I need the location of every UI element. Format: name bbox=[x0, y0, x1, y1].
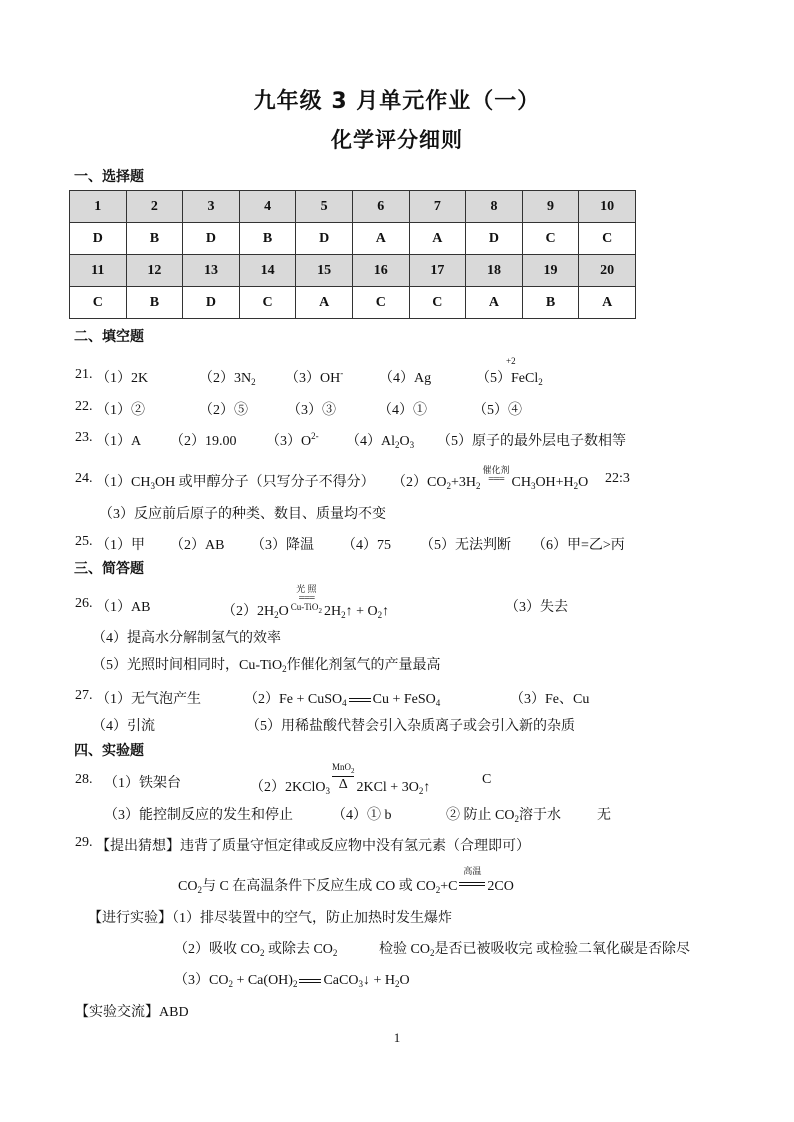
answer-part: 【提出猜想】违背了质量守恒定律或反应物中没有氢元素（合理即可） bbox=[96, 839, 530, 854]
equals-sign bbox=[349, 698, 371, 702]
answer-part: （4）Ag bbox=[379, 371, 432, 386]
table-cell: D bbox=[183, 223, 240, 255]
reaction-condition: 光 照 === Cu-TiO$_2$ bbox=[290, 584, 322, 615]
answer-part: （1）2K bbox=[96, 371, 149, 386]
table-cell: D bbox=[70, 223, 127, 255]
table-cell: A bbox=[409, 223, 466, 255]
answer-part: 【进行实验】（1）排尽装置中的空气，防止加热时发生爆炸 bbox=[88, 911, 452, 926]
table-cell: 13 bbox=[183, 255, 240, 287]
answer-part: （4）75 bbox=[342, 538, 391, 553]
table-cell: 14 bbox=[239, 255, 296, 287]
answer-part: （4）① bbox=[378, 403, 427, 418]
answer-part: （1）无气泡产生 bbox=[96, 692, 201, 707]
answer-part: （5）无法判断 bbox=[420, 538, 511, 553]
table-cell: D bbox=[466, 223, 523, 255]
answer-part: （5）原子的最外层电子数相等 bbox=[437, 434, 626, 449]
answer-part: （2）⑤ bbox=[199, 403, 248, 418]
answer-part: $(3)O^{2-}$ bbox=[266, 431, 319, 449]
reaction-condition: 催化剂 === bbox=[482, 464, 510, 485]
table-cell: D bbox=[183, 287, 240, 319]
table-cell: C bbox=[352, 287, 409, 319]
question-number: 22. bbox=[75, 399, 93, 414]
table-cell: 11 bbox=[70, 255, 127, 287]
answer-part: （2）Fe + CuSO$_4$ Cu + FeSO$_4$ bbox=[244, 692, 441, 708]
answer-part: （3）Fe、Cu bbox=[510, 692, 590, 707]
table-cell: B bbox=[239, 223, 296, 255]
question-number: 27. bbox=[75, 688, 93, 703]
choice-answer-table bbox=[69, 190, 636, 319]
answer-part: （3）OH- bbox=[285, 368, 344, 386]
answer-part: （5）FeCl$_2$ +2 bbox=[476, 356, 543, 387]
table-row bbox=[70, 255, 636, 287]
answer-part: （6）甲=乙>丙 bbox=[532, 538, 625, 553]
answer-part: （5）光照时间相同时，Cu-TiO$_2$作催化剂氢气的产量最高 bbox=[92, 658, 441, 674]
answer-part: （4）① b bbox=[332, 808, 392, 823]
section-experiment: 四、实验题 bbox=[74, 743, 144, 759]
answer-part: （2）2KClO$_3$ MnO$_2$ Δ $2KCl + 3O_2↑$ bbox=[250, 762, 431, 796]
answer-part: $CO_2$与 C 在高温条件下反应生成 CO 或 $CO_2+C$ 高温 2CO bbox=[178, 866, 514, 896]
answer-part: （3）③ bbox=[287, 403, 336, 418]
answer-part: C bbox=[482, 772, 492, 787]
table-cell: 18 bbox=[466, 255, 523, 287]
table-row bbox=[70, 287, 636, 319]
table-cell: 15 bbox=[296, 255, 353, 287]
table-cell: 6 bbox=[352, 191, 409, 223]
table-cell: C bbox=[522, 223, 579, 255]
answer-part: （5）④ bbox=[473, 403, 522, 418]
page-number: 1 bbox=[393, 1030, 401, 1045]
table-cell: 2 bbox=[126, 191, 183, 223]
answer-part: $(1)CH_3OH$ 或甲醇分子（只写分子不得分） bbox=[96, 475, 375, 491]
answer-part: （5）用稀盐酸代替会引入杂质离子或会引入新的杂质 bbox=[246, 719, 575, 734]
answer-part: 22:3 bbox=[605, 471, 630, 486]
table-cell: 8 bbox=[466, 191, 523, 223]
table-cell: 20 bbox=[579, 255, 636, 287]
table-cell: B bbox=[126, 287, 183, 319]
table-cell: 12 bbox=[126, 255, 183, 287]
answer-part: （1）② bbox=[96, 403, 145, 418]
table-cell: C bbox=[409, 287, 466, 319]
question-number: 25. bbox=[75, 534, 93, 549]
table-cell: 10 bbox=[579, 191, 636, 223]
answer-part: $(2)CO_2+3H_2$ 催化剂 === $CH_3OH+H_2O$ bbox=[392, 464, 589, 491]
reaction-condition: MnO$_2$ Δ bbox=[331, 762, 355, 792]
table-cell: 5 bbox=[296, 191, 353, 223]
answer-part: （2）19.00 bbox=[170, 434, 237, 449]
question-number: 29. bbox=[75, 835, 93, 850]
table-cell: D bbox=[296, 223, 353, 255]
table-cell: 17 bbox=[409, 255, 466, 287]
answer-part: （3）反应前后原子的种类、数目、质量均不变 bbox=[99, 507, 386, 522]
answer-part: ② 防止 $CO_2$溶于水 bbox=[446, 808, 561, 824]
answer-part: （1）铁架台 bbox=[104, 776, 181, 791]
answer-part: （4）提高水分解制氢气的效率 bbox=[92, 631, 281, 646]
table-cell: 9 bbox=[522, 191, 579, 223]
table-cell: A bbox=[352, 223, 409, 255]
answer-part: 检验 $CO_2$是否已被吸收完 或检验二氧化碳是否除尽 bbox=[379, 942, 690, 958]
table-cell: 16 bbox=[352, 255, 409, 287]
table-row bbox=[70, 223, 636, 255]
answer-part: （2）AB bbox=[170, 538, 225, 553]
reaction-condition: 高温 bbox=[459, 866, 485, 892]
question-number: 28. bbox=[75, 772, 93, 787]
table-cell: C bbox=[70, 287, 127, 319]
answer-part: （3）能控制反应的发生和停止 bbox=[104, 808, 293, 823]
table-cell: 3 bbox=[183, 191, 240, 223]
table-cell: 1 bbox=[70, 191, 127, 223]
table-cell: C bbox=[239, 287, 296, 319]
table-cell: A bbox=[579, 287, 636, 319]
question-number: 26. bbox=[75, 596, 93, 611]
answer-part: $(3)CO_2 + Ca(OH)_2$ CaCO$_3$↓ + $H_2O$ bbox=[174, 973, 410, 989]
answer-part: （1）AB bbox=[96, 600, 151, 615]
table-cell: 4 bbox=[239, 191, 296, 223]
table-cell: B bbox=[126, 223, 183, 255]
answer-part: $(2)3N_2$ bbox=[199, 371, 256, 387]
table-row bbox=[70, 191, 636, 223]
section-short-answer: 三、简答题 bbox=[74, 561, 144, 577]
table-cell: A bbox=[296, 287, 353, 319]
table-cell: A bbox=[466, 287, 523, 319]
answer-part: 无 bbox=[597, 808, 611, 823]
answer-part: （3）降温 bbox=[251, 538, 314, 553]
answer-part: 【实验交流】ABD bbox=[75, 1005, 189, 1020]
answer-part: $(4)Al_2O_3$ bbox=[346, 434, 415, 450]
table-cell: B bbox=[522, 287, 579, 319]
answer-part: （1）A bbox=[96, 434, 142, 449]
page-subtitle: 化学评分细则 bbox=[331, 128, 463, 152]
answer-part: （4）引流 bbox=[92, 719, 155, 734]
table-cell: C bbox=[579, 223, 636, 255]
section-fill-blank: 二、填空题 bbox=[74, 329, 144, 345]
answer-part: $(2)2H_2O$ 光 照 === Cu-TiO$_2$ $2H_2↑$ + $O_2↑$ bbox=[222, 584, 390, 621]
answer-part: （1）甲 bbox=[96, 538, 145, 553]
table-cell: 19 bbox=[522, 255, 579, 287]
page-title: 九年级 3 月单元作业（一） bbox=[253, 89, 541, 114]
section-choice: 一、选择题 bbox=[74, 169, 144, 185]
question-number: 21. bbox=[75, 367, 93, 382]
answer-part: （3）失去 bbox=[505, 600, 568, 615]
equals-sign bbox=[299, 979, 321, 983]
answer-part: （2）吸收 $CO_2$ 或除去 $CO_2$ bbox=[174, 942, 338, 958]
valence-mark: +2 bbox=[506, 356, 516, 366]
table-cell: 7 bbox=[409, 191, 466, 223]
question-number: 23. bbox=[75, 430, 93, 445]
question-number: 24. bbox=[75, 471, 93, 486]
